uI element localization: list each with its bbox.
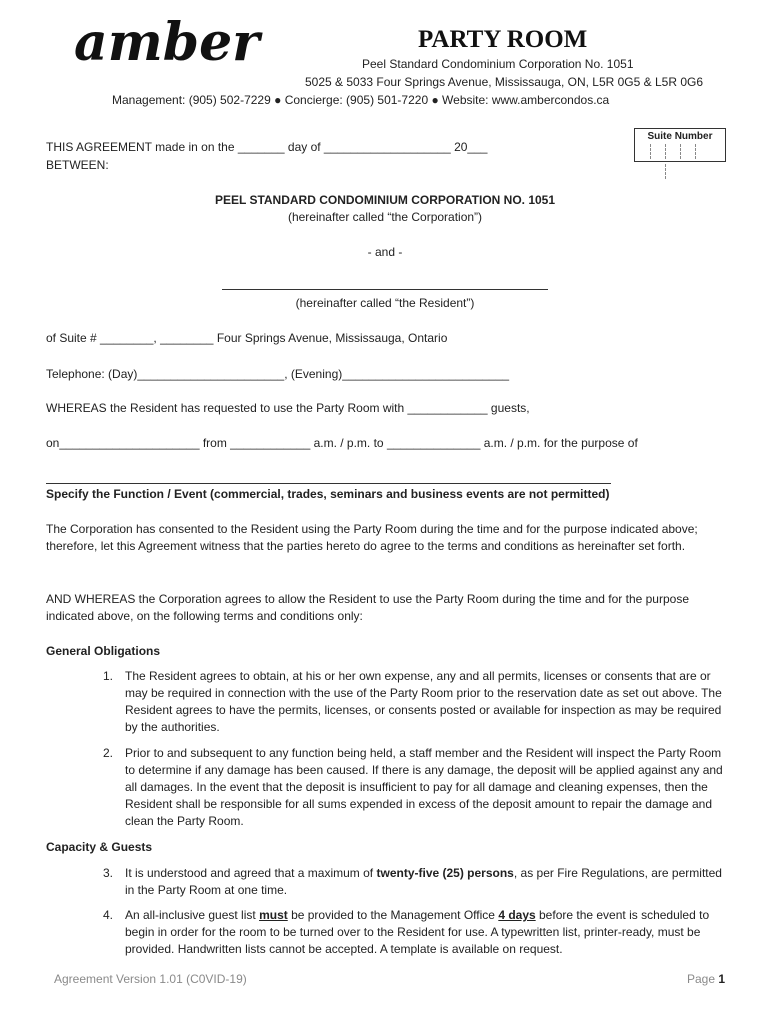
list-item-text: It is understood and agreed that a maximum of <box>125 866 377 880</box>
purpose-line <box>46 483 611 484</box>
list-item-text: An all-inclusive guest list <box>125 908 260 922</box>
contact-line: Management: (905) 502-7229 ● Concierge: (905) 501-7220 ● Website: www.ambercondos.ca <box>112 93 610 107</box>
list-item-text: be provided to the Management Office <box>287 908 499 922</box>
corp-name: PEEL STANDARD CONDOMINIUM CORPORATION NO. 1051 <box>214 193 556 207</box>
between-label: BETWEEN: <box>46 158 109 172</box>
page-indicator <box>687 972 725 986</box>
page-label: Page <box>687 972 719 986</box>
list-item <box>103 907 725 958</box>
list-number: 4. <box>103 908 114 922</box>
list-number: 3. <box>103 866 114 880</box>
consent-paragraph: The Corporation has consented to the Resident using the Party Room during the time and for the purpose indicated above; therefore, let this Agreement witness that the parties hereto do agree to the terms and conditions as hereinafter set forth. <box>46 522 698 553</box>
amber-logo <box>66 10 271 72</box>
suite-number-label: Suite Number <box>647 131 713 142</box>
and-separator: - and - <box>367 245 403 259</box>
suite-line: of Suite # ________, ________ Four Springs Avenue, Mississauga, Ontario <box>46 331 448 345</box>
and-whereas-paragraph: AND WHEREAS the Corporation agrees to allow the Resident to use the Party Room during the time and for the purpose indicated above, on the following terms and conditions only: <box>46 592 689 623</box>
specify-function: Specify the Function / Event (commercial, trades, seminars and business events are not permitted) <box>46 487 610 501</box>
resident-name-line <box>222 289 548 290</box>
agreement-version: Agreement Version 1.01 (C0VID-19) <box>54 972 247 986</box>
must-emphasis: must <box>259 908 288 922</box>
event-time-line: on_____________________ from ____________ a.m. / p.m. to ______________ a.m. / p.m. for the purpose of <box>46 436 638 450</box>
whereas-line: WHEREAS the Resident has requested to use the Party Room with ____________ guests, <box>46 401 530 415</box>
page-title: PARTY ROOM <box>418 26 588 53</box>
list-number: 2. <box>103 746 114 760</box>
agreement-made-line: THIS AGREEMENT made in on the _______ day of ___________________ 20___ <box>46 140 488 154</box>
page-number: 1 <box>718 972 726 986</box>
capacity-limit: twenty-five (25) persons <box>376 866 514 880</box>
address-line: 5025 & 5033 Four Springs Avenue, Mississauga, ON, L5R 0G5 & L5R 0G6 <box>305 75 704 89</box>
corp-line: Peel Standard Condominium Corporation No. 1051 <box>362 57 634 71</box>
suite-number-cells <box>650 144 710 159</box>
list-item-text: The Resident agrees to obtain, at his or her own expense, any and all permits, licenses or consents that are or may be required in connection with the use of the Party Room prior to the reservation date as set out above. The Resident agrees to have the permits, licenses, or consents posted or available for inspection as may be required by the authorities. <box>125 669 722 734</box>
list-item <box>103 865 725 899</box>
list-item <box>103 745 725 830</box>
list-item-text: , as per Fire Regulations, are permitted in the Party Room at one time. <box>125 866 722 897</box>
list-item-text: before the event is scheduled to begin in order for the room to be turned over to the Resident for use. A typewritten list, printer-ready, must be provided. Handwritten lists cannot be accepted. A template is available on request. <box>125 908 710 956</box>
suite-number-box[interactable] <box>634 128 726 162</box>
days-emphasis: 4 days <box>498 908 536 922</box>
list-item <box>103 668 725 736</box>
telephone-line: Telephone: (Day)______________________, (Evening)_________________________ <box>46 367 510 381</box>
capacity-heading: Capacity & Guests <box>46 840 153 854</box>
list-item-text: Prior to and subsequent to any function being held, a staff member and the Resident will inspect the Party Room to determine if any damage has been caused. If there is any damage, the deposit will be applied against any and all damages. In the event that the deposit is insufficient to pay for all damage and cleaning expenses, then the Resident shall be responsible for all sums expended in excess of the deposit amount to repair the damage and clean the Party Room. <box>125 746 723 828</box>
resident-called: (hereinafter called “the Resident”) <box>295 296 475 310</box>
general-obligations-heading: General Obligations <box>46 644 161 658</box>
logo-text: amber <box>74 12 260 72</box>
corp-called: (hereinafter called “the Corporation”) <box>287 210 483 224</box>
list-number: 1. <box>103 669 114 683</box>
